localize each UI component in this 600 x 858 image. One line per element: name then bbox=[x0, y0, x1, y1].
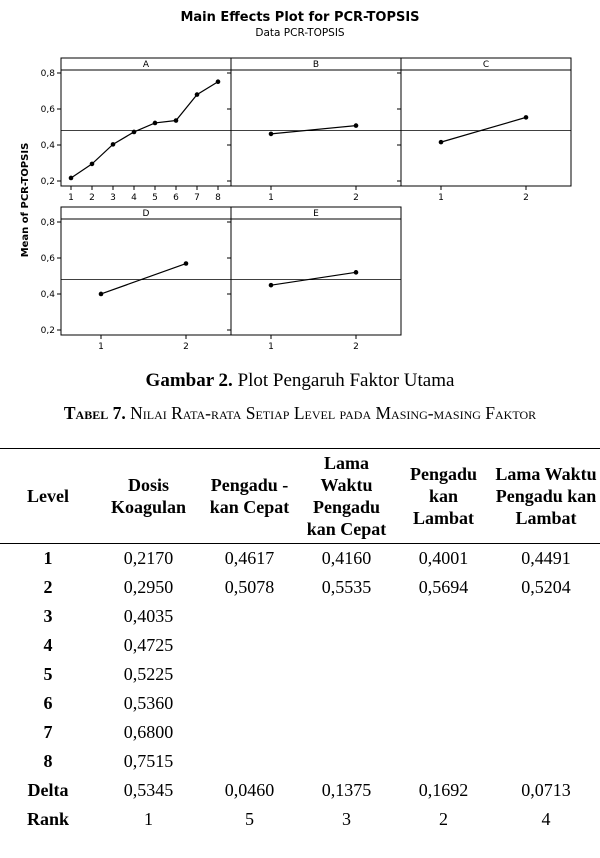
y-tick-label: 0,4 bbox=[40, 141, 55, 151]
table-cell: 0,2950 bbox=[123, 577, 174, 597]
table-cell: 0,4160 bbox=[321, 548, 372, 568]
figure-subtitle: Data PCR-TOPSIS bbox=[255, 27, 345, 39]
table-cell: 0,5694 bbox=[418, 577, 469, 597]
data-point bbox=[69, 176, 74, 181]
table-cell: 0,5345 bbox=[123, 780, 174, 800]
table-row bbox=[0, 689, 600, 718]
panel-frame bbox=[231, 207, 401, 335]
table-row-level: 6 bbox=[43, 693, 53, 713]
table-row bbox=[0, 602, 600, 631]
table-cell bbox=[298, 718, 395, 747]
panel-strip-label: D bbox=[142, 209, 150, 219]
table-cell: 0,7515 bbox=[123, 751, 174, 771]
panel-d bbox=[41, 207, 231, 352]
table-row bbox=[0, 631, 600, 660]
panel-strip-label: B bbox=[312, 60, 320, 70]
table-cell: 0,0460 bbox=[224, 780, 275, 800]
table-cell: 0,4035 bbox=[123, 606, 174, 626]
table-cell bbox=[492, 718, 600, 747]
table-cell bbox=[492, 602, 600, 631]
level-means-table bbox=[0, 448, 600, 834]
table-cell bbox=[298, 689, 395, 718]
table-row-level: Delta bbox=[27, 780, 69, 800]
table-cell: 5 bbox=[245, 809, 254, 829]
table-cell: 0,2170 bbox=[123, 548, 174, 568]
x-tick-label: 5 bbox=[152, 193, 158, 203]
header-dosis-koagulan: Dosis Koagulan bbox=[110, 475, 187, 517]
table-row bbox=[0, 747, 600, 776]
x-tick-label: 3 bbox=[110, 193, 116, 203]
table-cell: 0,1692 bbox=[418, 780, 469, 800]
panel-a bbox=[41, 58, 231, 203]
table-cell: 4 bbox=[541, 809, 551, 829]
figure-title: Main Effects Plot for PCR-TOPSIS bbox=[180, 10, 420, 25]
table-cell bbox=[298, 631, 395, 660]
x-tick-label: 6 bbox=[173, 193, 179, 203]
data-point bbox=[132, 130, 137, 135]
x-tick-label: 2 bbox=[353, 342, 359, 352]
table-row-level: 1 bbox=[43, 548, 53, 568]
table-cell bbox=[201, 689, 298, 718]
table-cell: 0,5535 bbox=[321, 577, 372, 597]
x-tick-label: 1 bbox=[68, 193, 74, 203]
data-point bbox=[216, 79, 221, 84]
table-cell: 0,5078 bbox=[224, 577, 275, 597]
table-cell: 0,4617 bbox=[224, 548, 275, 568]
data-point bbox=[354, 123, 359, 128]
table-cell bbox=[298, 747, 395, 776]
data-point bbox=[153, 121, 158, 126]
data-point bbox=[111, 142, 116, 147]
table-cell bbox=[395, 718, 492, 747]
table-row bbox=[0, 805, 600, 834]
table-cell: 3 bbox=[342, 809, 351, 829]
table-row-level: 5 bbox=[43, 664, 53, 684]
data-point bbox=[90, 162, 95, 167]
y-tick-label: 0,2 bbox=[40, 326, 55, 336]
table-caption-label: Tabel 7. bbox=[63, 403, 126, 423]
x-tick-label: 1 bbox=[268, 342, 274, 352]
table-cell: 0,6800 bbox=[123, 722, 174, 742]
data-point bbox=[269, 283, 274, 288]
header-pengadukan-lambat: Pengadu kan Lambat bbox=[409, 464, 478, 528]
x-tick-label: 2 bbox=[353, 193, 359, 203]
main-effects-plot bbox=[0, 0, 600, 362]
x-tick-label: 1 bbox=[98, 342, 104, 352]
header-pengadukan-cepat: Pengadu -kan Cepat bbox=[209, 475, 290, 517]
data-point bbox=[184, 261, 189, 266]
table-row bbox=[0, 718, 600, 747]
table-cell bbox=[395, 747, 492, 776]
y-tick-label: 0,4 bbox=[40, 290, 55, 300]
x-tick-label: 2 bbox=[183, 342, 189, 352]
table-row bbox=[0, 660, 600, 689]
table-header-row bbox=[0, 449, 600, 544]
table-row-level: 8 bbox=[43, 751, 53, 771]
table-body bbox=[0, 544, 600, 835]
panel-frame bbox=[61, 207, 231, 335]
header-lama-waktu-cepat: Lama Waktu Pengadu kan Cepat bbox=[306, 453, 387, 539]
data-point bbox=[354, 270, 359, 275]
header-lama-waktu-lambat: Lama Waktu Pengadu kan Lambat bbox=[495, 464, 597, 528]
header-level: Level bbox=[27, 486, 69, 506]
x-tick-label: 7 bbox=[194, 193, 200, 203]
x-tick-label: 4 bbox=[131, 193, 137, 203]
panel-c bbox=[397, 58, 571, 203]
main-effects-figure bbox=[0, 0, 600, 362]
table-cell bbox=[492, 747, 600, 776]
table-cell bbox=[201, 660, 298, 689]
table-cell: 0,5204 bbox=[521, 577, 571, 597]
panel-strip-label: C bbox=[482, 60, 490, 70]
x-tick-label: 1 bbox=[268, 193, 274, 203]
table-cell bbox=[298, 602, 395, 631]
figure-caption-text: Plot Pengaruh Faktor Utama bbox=[237, 370, 455, 391]
table-row-level: 3 bbox=[43, 606, 53, 626]
table-cell bbox=[395, 602, 492, 631]
table-cell: 0,5225 bbox=[123, 664, 174, 684]
panel-frame bbox=[61, 58, 231, 186]
table-cell bbox=[395, 660, 492, 689]
panel-frame bbox=[401, 58, 571, 186]
figure-caption bbox=[0, 370, 600, 392]
y-axis-title: Mean of PCR-TOPSIS bbox=[20, 142, 31, 258]
table-cell bbox=[492, 689, 600, 718]
panel-strip-label: E bbox=[313, 209, 319, 219]
panel-e bbox=[227, 207, 401, 352]
table-cell: 1 bbox=[144, 809, 153, 829]
table-caption-text: Nilai Rata-rata Setiap Level pada Masing-masing Faktor bbox=[130, 403, 537, 423]
figure-caption-label: Gambar 2. bbox=[145, 370, 233, 391]
table-cell bbox=[492, 660, 600, 689]
table-row-level: 7 bbox=[43, 722, 53, 742]
table-cell: 0,4001 bbox=[418, 548, 469, 568]
data-point bbox=[439, 140, 444, 145]
table-cell bbox=[395, 689, 492, 718]
table-cell bbox=[201, 631, 298, 660]
table-cell: 0,5360 bbox=[123, 693, 174, 713]
table-row bbox=[0, 776, 600, 805]
table-caption bbox=[0, 402, 600, 424]
table-cell: 0,1375 bbox=[321, 780, 372, 800]
table-cell: 0,4491 bbox=[521, 548, 571, 568]
table-row bbox=[0, 544, 600, 574]
table-cell bbox=[492, 631, 600, 660]
table-cell bbox=[395, 631, 492, 660]
data-point bbox=[524, 115, 529, 120]
table-row-level: 2 bbox=[43, 577, 53, 597]
table-cell bbox=[201, 747, 298, 776]
table-cell bbox=[201, 718, 298, 747]
y-tick-label: 0,6 bbox=[40, 105, 55, 115]
x-tick-label: 1 bbox=[438, 193, 444, 203]
y-tick-label: 0,8 bbox=[40, 69, 55, 79]
data-point bbox=[195, 92, 200, 97]
table-cell bbox=[298, 660, 395, 689]
table-cell bbox=[201, 602, 298, 631]
table-cell: 2 bbox=[439, 809, 448, 829]
table-row-level: Rank bbox=[26, 809, 70, 829]
data-point bbox=[269, 132, 274, 137]
data-point bbox=[99, 292, 104, 297]
data-point bbox=[174, 118, 179, 123]
y-tick-label: 0,8 bbox=[40, 218, 55, 228]
table-cell: 0,0713 bbox=[521, 780, 571, 800]
y-tick-label: 0,6 bbox=[40, 254, 55, 264]
panel-b bbox=[227, 58, 401, 203]
y-tick-label: 0,2 bbox=[40, 177, 55, 187]
panel-frame bbox=[231, 58, 401, 186]
x-tick-label: 8 bbox=[215, 193, 221, 203]
table-cell: 0,4725 bbox=[123, 635, 174, 655]
table-row-level: 4 bbox=[43, 635, 53, 655]
x-tick-label: 2 bbox=[89, 193, 95, 203]
table-row bbox=[0, 573, 600, 602]
x-tick-label: 2 bbox=[523, 193, 529, 203]
panel-strip-label: A bbox=[142, 60, 150, 70]
